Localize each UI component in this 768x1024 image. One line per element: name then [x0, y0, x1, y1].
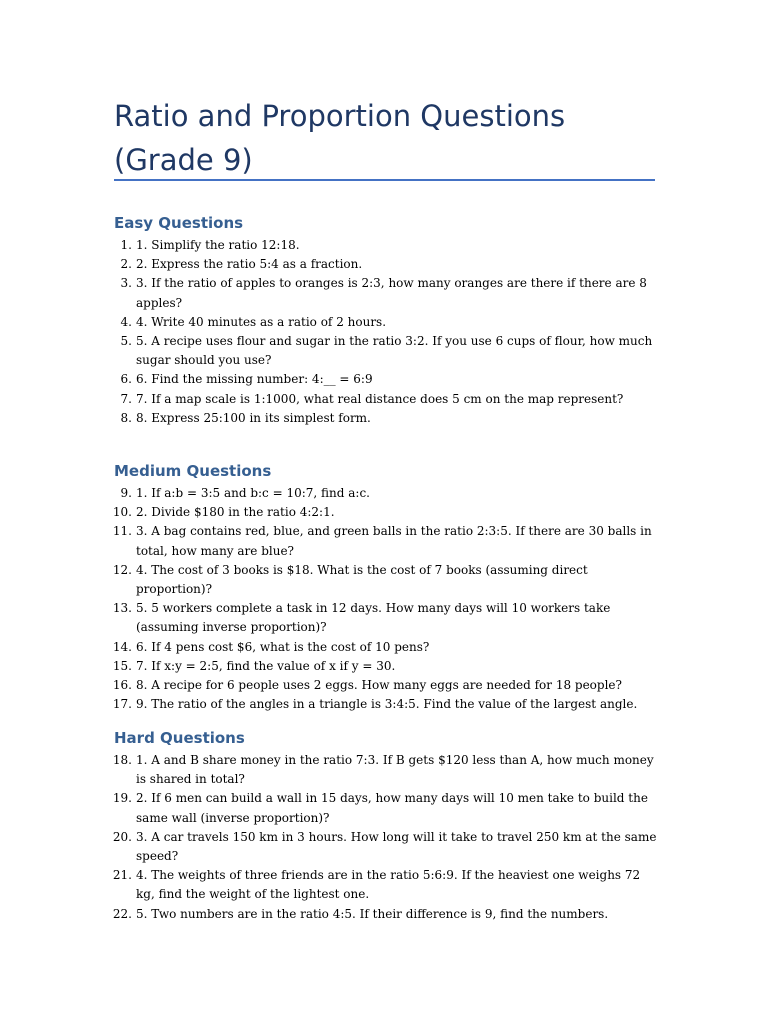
question-number: 6.: [120, 372, 132, 387]
question-item: [114, 751, 659, 789]
question-text: 5. 5 workers complete a task in 12 days. How many days will 10 workers take (assuming inverse proportion)?: [136, 601, 611, 635]
question-item: [114, 599, 659, 637]
section-heading-hard: Hard Questions: [114, 729, 245, 747]
question-number: 17.: [112, 697, 132, 712]
question-number: 3.: [120, 276, 132, 291]
question-text: 2. If 6 men can build a wall in 15 days, how many days will 10 men take to build the same wall (inverse proportion)?: [136, 791, 648, 825]
question-text: 7. If a map scale is 1:1000, what real distance does 5 cm on the map represent?: [136, 391, 624, 406]
question-text: 4. Write 40 minutes as a ratio of 2 hours.: [136, 314, 387, 329]
section-heading-easy: Easy Questions: [114, 214, 244, 232]
question-item: [114, 828, 659, 866]
question-text: 4. The cost of 3 books is $18. What is the cost of 7 books (assuming direct proportion)?: [136, 562, 588, 597]
question-item: [114, 695, 659, 714]
question-item: [114, 638, 659, 657]
question-item: [114, 905, 659, 924]
question-item: [114, 332, 659, 370]
question-number: 18.: [112, 753, 132, 767]
question-item: [114, 274, 659, 312]
easy-questions-list: [114, 236, 659, 428]
question-text: 1. Simplify the ratio 12:18.: [136, 238, 300, 252]
question-text: 5. A recipe uses flour and sugar in the ratio 3:2. If you use 6 cups of flour, how much sugar should you use?: [136, 334, 653, 368]
easy-questions-section: [114, 211, 659, 428]
question-number: 19.: [112, 791, 132, 806]
question-item: [114, 255, 659, 274]
question-text: 8. Express 25:100 in its simplest form.: [136, 410, 371, 425]
page-title: Ratio and Proportion Questions (Grade 9): [114, 99, 566, 177]
question-text: 8. A recipe for 6 people uses 2 eggs. How many eggs are needed for 18 people?: [136, 678, 622, 693]
question-number: 7.: [120, 391, 132, 406]
question-text: 3. A bag contains red, blue, and green balls in the ratio 2:3:5. If there are 30 balls in total, how many are blue?: [136, 524, 652, 558]
question-text: 1. A and B share money in the ratio 7:3. If B gets $120 less than A, how much money is shared in total?: [136, 753, 654, 787]
question-text: 1. If a:b = 3:5 and b:c = 10:7, find a:c.: [136, 486, 370, 500]
question-text: 6. Find the missing number: 4:__ = 6:9: [136, 372, 373, 387]
title-underline-rule: [114, 179, 655, 181]
hard-questions-list: [114, 751, 659, 924]
question-number: 11.: [112, 524, 132, 539]
question-text: 3. If the ratio of apples to oranges is 2:3, how many oranges are there if there are 8 apples?: [136, 276, 647, 310]
question-text: 3. A car travels 150 km in 3 hours. How long will it take to travel 250 km at the same speed?: [136, 829, 657, 864]
question-text: 4. The weights of three friends are in the ratio 5:6:9. If the heaviest one weighs 72 kg, find the weight of the lightest one.: [136, 868, 641, 902]
question-number: 4.: [120, 314, 132, 329]
question-text: 7. If x:y = 2:5, find the value of x if y = 30.: [136, 658, 396, 673]
medium-questions-section: [114, 459, 659, 714]
question-item: [114, 561, 659, 599]
question-text: 2. Express the ratio 5:4 as a fraction.: [136, 257, 363, 272]
question-item: [114, 503, 659, 522]
question-number: 5.: [120, 334, 132, 349]
question-number: 8.: [120, 410, 132, 425]
question-number: 20.: [112, 829, 132, 844]
medium-questions-list: [114, 484, 659, 714]
question-number: 12.: [112, 562, 132, 577]
question-item: [114, 370, 659, 389]
question-item: [114, 657, 659, 676]
question-item: [114, 390, 659, 409]
question-text: 2. Divide $180 in the ratio 4:2:1.: [136, 505, 335, 520]
question-number: 1.: [120, 238, 132, 252]
question-item: [114, 789, 659, 827]
question-item: [114, 236, 659, 255]
section-heading-medium: Medium Questions: [114, 462, 272, 480]
hard-questions-section: [114, 726, 659, 924]
question-text: 5. Two numbers are in the ratio 4:5. If their difference is 9, find the numbers.: [136, 906, 609, 921]
question-number: 22.: [112, 906, 132, 921]
question-item: [114, 484, 659, 503]
question-number: 10.: [112, 505, 132, 520]
question-number: 15.: [112, 658, 132, 673]
question-item: [114, 866, 659, 904]
question-text: 9. The ratio of the angles in a triangle is 3:4:5. Find the value of the largest angle.: [136, 697, 638, 712]
question-number: 21.: [112, 868, 132, 883]
question-item: [114, 313, 659, 332]
question-item: [114, 409, 659, 428]
question-number: 13.: [112, 601, 132, 616]
question-number: 14.: [112, 639, 132, 654]
question-item: [114, 522, 659, 560]
question-number: 9.: [120, 486, 132, 500]
question-item: [114, 676, 659, 695]
question-text: 6. If 4 pens cost $6, what is the cost of 10 pens?: [136, 639, 430, 654]
question-number: 16.: [112, 678, 132, 693]
question-number: 2.: [120, 257, 132, 272]
